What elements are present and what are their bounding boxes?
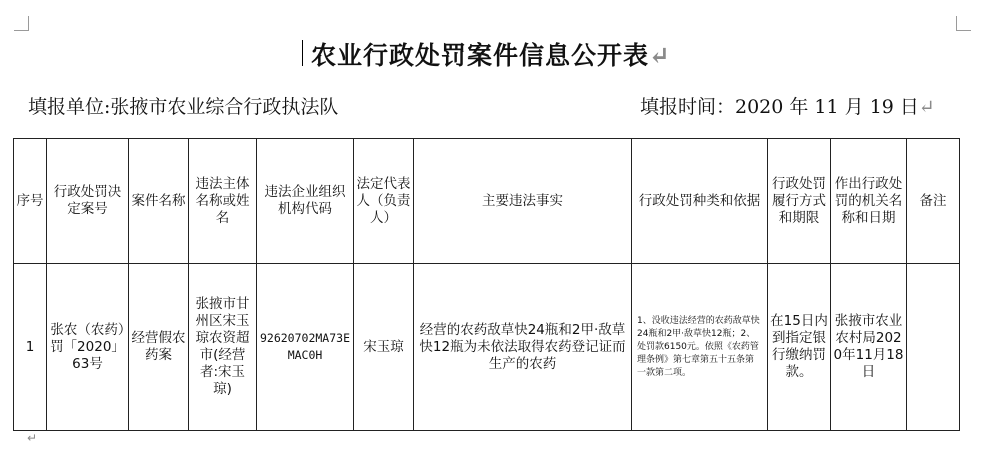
header-facts: 主要违法事实	[414, 139, 632, 264]
header-authority: 作出行政处罚的机关名称和日期	[831, 139, 907, 264]
header-penalty: 行政处罚种类和依据	[632, 139, 768, 264]
header-case-name: 案件名称	[129, 139, 189, 264]
cell-legal-rep: 宋玉琼	[354, 264, 414, 431]
cell-penalty: 1、没收违法经营的农药敌草快24瓶和2甲·敌草快12瓶；2、处罚款6150元。依照《农药管理条例》第七章第五十五条第一款第二项。	[632, 264, 768, 431]
header-subject: 违法主体名称或姓名	[189, 139, 257, 264]
cell-org-code: 92620702MA73EMAC0H	[257, 264, 354, 431]
table-header-row	[14, 139, 960, 264]
cell-facts: 经营的农药敌草快24瓶和2甲·敌草快12瓶为未依法取得农药登记证而生产的农药	[414, 264, 632, 431]
table-row	[14, 264, 960, 431]
paragraph-mark: ↵	[27, 431, 38, 445]
header-execution: 行政处罚履行方式和期限	[768, 139, 831, 264]
cell-subject: 张掖市甘州区宋玉琼农资超市(经营者:宋玉琼)	[189, 264, 257, 431]
header-legal-rep: 法定代表人（负责人）	[354, 139, 414, 264]
header-case-number: 行政处罚决定案号	[47, 139, 129, 264]
header-seq: 序号	[14, 139, 47, 264]
cell-case-number: 张农（农药）罚「2020」63号	[47, 264, 129, 431]
page-corner-mark	[14, 16, 29, 31]
report-time: 填报时间：2020 年 11 月 19 日↵	[640, 96, 935, 118]
case-info-table	[13, 138, 960, 431]
header-org-code: 违法企业组织机构代码	[257, 139, 354, 264]
cell-seq: 1	[14, 264, 47, 431]
cell-execution: 在15日内到指定银行缴纳罚款。	[768, 264, 831, 431]
cell-remark	[907, 264, 960, 431]
page-title: 农业行政处罚案件信息公开表↵	[311, 41, 671, 70]
header-remark: 备注	[907, 139, 960, 264]
page-corner-mark	[956, 16, 971, 31]
report-unit: 填报单位:张掖市农业综合行政执法队	[28, 96, 339, 118]
cell-authority: 张掖市农业农村局2020年11月18日	[831, 264, 907, 431]
cell-case-name: 经营假农药案	[129, 264, 189, 431]
